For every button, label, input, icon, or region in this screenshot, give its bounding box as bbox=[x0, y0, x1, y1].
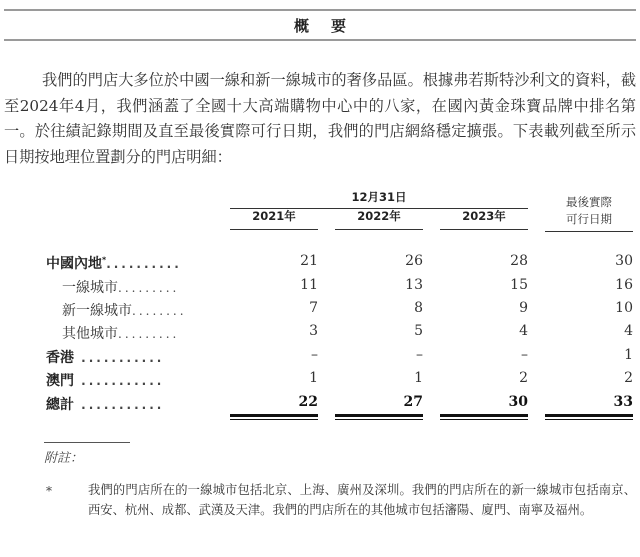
dot-leader: .......... bbox=[106, 257, 182, 271]
total-double-rule bbox=[230, 414, 318, 420]
cell-value: 7 bbox=[309, 300, 318, 316]
cell-value: 9 bbox=[519, 300, 528, 316]
cell-value: 30 bbox=[508, 394, 528, 410]
table-row bbox=[46, 277, 636, 298]
dot-leader: ......... bbox=[118, 281, 180, 295]
cell-value: 26 bbox=[405, 253, 423, 269]
footnote-divider bbox=[44, 442, 130, 443]
column-header-2023: 2023年 bbox=[440, 208, 528, 230]
cell-value: 16 bbox=[615, 277, 633, 293]
intro-text: 我們的門店大多位於中國一線和新一線城市的奢侈品區。根據弗若斯特沙利文的資料，截至2024年4月，我們涵蓋了全國十大高端購物中心中的八家，在國內黃金珠寶品牌中排名第一。於往績記錄期間及直至最後實際可行日期，我們的門店網絡穩定擴張。下表載列截至所示日期按地理位置劃分的門店明細： bbox=[4, 71, 636, 166]
column-header-2022: 2022年 bbox=[335, 208, 423, 230]
row-label bbox=[46, 347, 164, 367]
cell-value: 33 bbox=[613, 394, 633, 410]
footnote-marker: * bbox=[102, 255, 107, 265]
cell-value: 21 bbox=[300, 253, 318, 269]
cell-value: 8 bbox=[414, 300, 423, 316]
cell-value: 2 bbox=[519, 370, 528, 386]
intro-paragraph bbox=[4, 68, 636, 170]
column-header-latest-line1: 最後實際 bbox=[566, 195, 612, 209]
table-row bbox=[46, 394, 636, 415]
cell-value: – bbox=[521, 347, 528, 363]
cell-value: 30 bbox=[615, 253, 633, 269]
cell-value: 22 bbox=[298, 394, 318, 410]
row-label bbox=[62, 277, 179, 297]
cell-value: 2 bbox=[624, 370, 633, 386]
row-label-text: 香港 bbox=[46, 350, 74, 366]
row-label-text: 一線城市 bbox=[62, 280, 118, 296]
cell-value: 3 bbox=[309, 323, 318, 339]
table-row bbox=[46, 323, 636, 344]
cell-value: – bbox=[311, 347, 318, 363]
cell-value: 1 bbox=[309, 370, 318, 386]
cell-value: 4 bbox=[519, 323, 528, 339]
row-label bbox=[46, 394, 164, 414]
dot-leader: ......... bbox=[118, 327, 180, 341]
section-title: 概要 bbox=[293, 16, 368, 35]
cell-value: 10 bbox=[615, 300, 633, 316]
cell-value: 1 bbox=[414, 370, 423, 386]
column-header-2021: 2021年 bbox=[230, 208, 318, 230]
cell-value: 11 bbox=[300, 277, 318, 293]
row-label-text: 總計 bbox=[46, 397, 74, 413]
row-label bbox=[46, 370, 164, 390]
cell-value: 27 bbox=[403, 394, 423, 410]
table-row bbox=[46, 300, 636, 321]
footnote-text: 我們的門店所在的一線城市包括北京、上海、廣州及深圳。我們的門店所在的新一線城市包括南京、西安、杭州、成都、武漢及天津。我們的門店所在的其他城市包括瀋陽、廈門、南寧及福州。 bbox=[88, 483, 636, 517]
row-label bbox=[46, 253, 182, 273]
footnote-marker: * bbox=[46, 484, 52, 498]
section-header bbox=[4, 9, 636, 41]
total-double-rule bbox=[545, 414, 633, 420]
row-label-text: 澳門 bbox=[46, 373, 74, 389]
table-group-header: 12月31日 bbox=[230, 189, 528, 209]
dot-leader: ........... bbox=[74, 374, 165, 388]
row-label bbox=[62, 300, 187, 320]
table-row bbox=[46, 347, 636, 368]
column-header-latest-line2: 可行日期 bbox=[566, 212, 612, 226]
dot-leader: ........... bbox=[74, 398, 165, 412]
cell-value: 13 bbox=[405, 277, 423, 293]
cell-value: 15 bbox=[510, 277, 528, 293]
row-label-text: 其他城市 bbox=[62, 326, 118, 342]
cell-value: – bbox=[416, 347, 423, 363]
table-row bbox=[46, 253, 636, 274]
dot-leader: ........ bbox=[132, 304, 187, 318]
row-label-text: 新一線城市 bbox=[62, 303, 132, 319]
table-row bbox=[46, 370, 636, 391]
cell-value: 5 bbox=[414, 323, 423, 339]
row-label bbox=[62, 323, 179, 343]
total-double-rule bbox=[440, 414, 528, 420]
row-label-text: 中國內地 bbox=[46, 256, 102, 272]
cell-value: 1 bbox=[624, 347, 633, 363]
dot-leader: ........... bbox=[74, 351, 165, 365]
footnote-title: 附註： bbox=[44, 451, 84, 466]
total-double-rule bbox=[335, 414, 423, 420]
cell-value: 28 bbox=[510, 253, 528, 269]
cell-value: 4 bbox=[624, 323, 633, 339]
column-header-latest bbox=[545, 194, 633, 232]
